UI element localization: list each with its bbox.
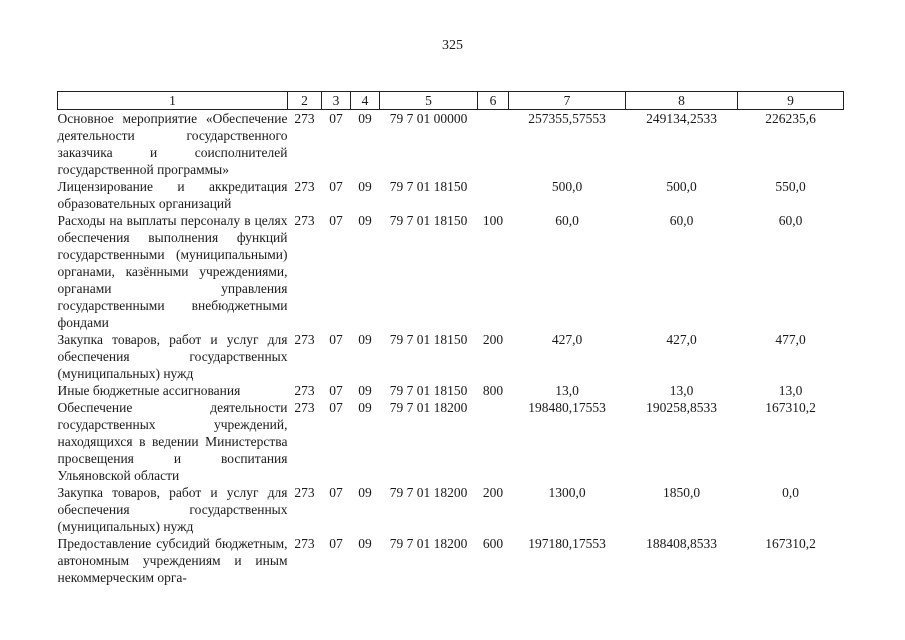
- row-section-cell: 07: [329, 179, 343, 194]
- header-cell: 5: [380, 92, 478, 110]
- row-target-article-cell: 79 7 01 18150: [389, 179, 468, 194]
- header-cell: 1: [58, 92, 288, 110]
- row-amount-year1-cell: 427,0: [551, 332, 583, 347]
- row-amount-year2-cell: 500,0: [666, 179, 697, 194]
- budget-table: [57, 91, 844, 586]
- row-amount-year2-cell: 249134,2533: [646, 111, 717, 126]
- row-name-cell: Лицензирование и аккредитация образовательных организаций: [57, 179, 288, 211]
- row-section-cell: 07: [329, 485, 343, 500]
- row-admin-code-cell: 273: [294, 536, 315, 551]
- row-name-cell: Предоставление субсидий бюджетным, автономным учреждениям и иным некоммерческим орга-: [57, 536, 288, 585]
- row-amount-year3-cell: 167310,2: [765, 536, 816, 551]
- row-admin-code-cell: 273: [294, 213, 315, 228]
- row-amount-year1-cell: 197180,17553: [528, 536, 606, 551]
- row-admin-code-cell: 273: [294, 400, 315, 415]
- header-cell: 9: [738, 92, 844, 110]
- row-amount-year3-cell: 226235,6: [765, 111, 816, 126]
- row-subsection-cell: 09: [358, 332, 372, 347]
- row-expense-type-cell: 100: [482, 213, 504, 228]
- header-cell: 7: [509, 92, 626, 110]
- row-amount-year1-cell: 257355,57553: [528, 111, 606, 126]
- row-target-article-cell: 79 7 01 18200: [389, 536, 468, 551]
- row-expense-type-cell: [478, 110, 509, 179]
- row-target-article-cell: 79 7 01 18150: [389, 213, 468, 228]
- row-amount-year1-cell: 198480,17553: [528, 400, 606, 415]
- row-amount-year3-cell: 167310,2: [765, 400, 816, 415]
- table-row: [58, 110, 844, 179]
- row-amount-year1-cell: 1300,0: [548, 485, 586, 500]
- row-name-cell: Закупка товаров, работ и услуг для обеспечения государственных (муниципальных) нужд: [57, 485, 288, 534]
- row-section-cell: 07: [329, 111, 343, 126]
- header-cell: 8: [626, 92, 738, 110]
- row-subsection-cell: 09: [358, 213, 372, 228]
- row-amount-year2-cell: 188408,8533: [646, 536, 717, 551]
- row-admin-code-cell: 273: [294, 383, 315, 398]
- row-name-cell: Закупка товаров, работ и услуг для обеспечения государственных (муниципальных) нужд: [57, 332, 288, 381]
- row-expense-type-cell: 200: [482, 485, 504, 500]
- row-name-cell: Обеспечение деятельности государственных учреждений, находящихся в ведении Министерства просвещения и воспитания Ульяновской области: [57, 400, 288, 483]
- row-section-cell: 07: [329, 536, 343, 551]
- row-amount-year2-cell: 13,0: [669, 383, 694, 398]
- row-subsection-cell: 09: [358, 485, 372, 500]
- row-amount-year1-cell: 60,0: [555, 213, 579, 228]
- row-expense-type-cell: 200: [482, 332, 504, 347]
- row-admin-code-cell: 273: [294, 332, 315, 347]
- row-name-cell: Иные бюджетные ассигнования: [57, 383, 241, 398]
- row-expense-type-cell: 800: [482, 383, 504, 398]
- table-row: [58, 212, 844, 331]
- header-cell: 2: [288, 92, 322, 110]
- table-row: [58, 484, 844, 535]
- row-admin-code-cell: 273: [294, 485, 315, 500]
- row-amount-year3-cell: 550,0: [775, 179, 806, 194]
- row-expense-type-cell: [478, 178, 509, 212]
- row-amount-year1-cell: 500,0: [551, 179, 583, 194]
- row-name-cell: Расходы на выплаты персоналу в целях обеспечения выполнения функций государственными (муниципальными) органами, казёнными учреждениями, органами управления государственными внебюджетными фондами: [57, 213, 288, 330]
- row-subsection-cell: 09: [358, 400, 372, 415]
- row-section-cell: 07: [329, 383, 343, 398]
- row-expense-type-cell: [478, 399, 509, 484]
- row-subsection-cell: 09: [358, 111, 372, 126]
- header-cell: 3: [322, 92, 351, 110]
- row-amount-year3-cell: 13,0: [778, 383, 803, 398]
- row-subsection-cell: 09: [358, 383, 372, 398]
- page-number: 325: [442, 38, 463, 53]
- table-row: [58, 178, 844, 212]
- row-target-article-cell: 79 7 01 00000: [389, 111, 468, 126]
- row-target-article-cell: 79 7 01 18200: [389, 400, 468, 415]
- row-amount-year3-cell: 0,0: [782, 485, 799, 500]
- row-amount-year3-cell: 477,0: [775, 332, 806, 347]
- row-section-cell: 07: [329, 332, 343, 347]
- row-amount-year1-cell: 13,0: [555, 383, 579, 398]
- row-subsection-cell: 09: [358, 536, 372, 551]
- row-section-cell: 07: [329, 213, 343, 228]
- row-target-article-cell: 79 7 01 18200: [389, 485, 468, 500]
- row-amount-year2-cell: 427,0: [666, 332, 697, 347]
- table-row: [58, 535, 844, 586]
- row-amount-year2-cell: 60,0: [669, 213, 694, 228]
- table-row: [58, 399, 844, 484]
- header-cell: 4: [351, 92, 380, 110]
- row-amount-year3-cell: 60,0: [778, 213, 803, 228]
- row-expense-type-cell: 600: [482, 536, 504, 551]
- header-cell: 6: [478, 92, 509, 110]
- row-amount-year2-cell: 190258,8533: [646, 400, 717, 415]
- table-body: [58, 110, 844, 587]
- row-subsection-cell: 09: [358, 179, 372, 194]
- row-admin-code-cell: 273: [294, 111, 315, 126]
- row-section-cell: 07: [329, 400, 343, 415]
- table-row: [58, 382, 844, 399]
- row-name-cell: Основное мероприятие «Обеспечение деятельности государственного заказчика и соисполнителей государственной программы»: [57, 111, 288, 177]
- table-row: [58, 331, 844, 382]
- table-header-row: [58, 92, 844, 110]
- row-target-article-cell: 79 7 01 18150: [389, 332, 468, 347]
- row-amount-year2-cell: 1850,0: [662, 485, 701, 500]
- row-target-article-cell: 79 7 01 18150: [389, 383, 468, 398]
- row-admin-code-cell: 273: [294, 179, 315, 194]
